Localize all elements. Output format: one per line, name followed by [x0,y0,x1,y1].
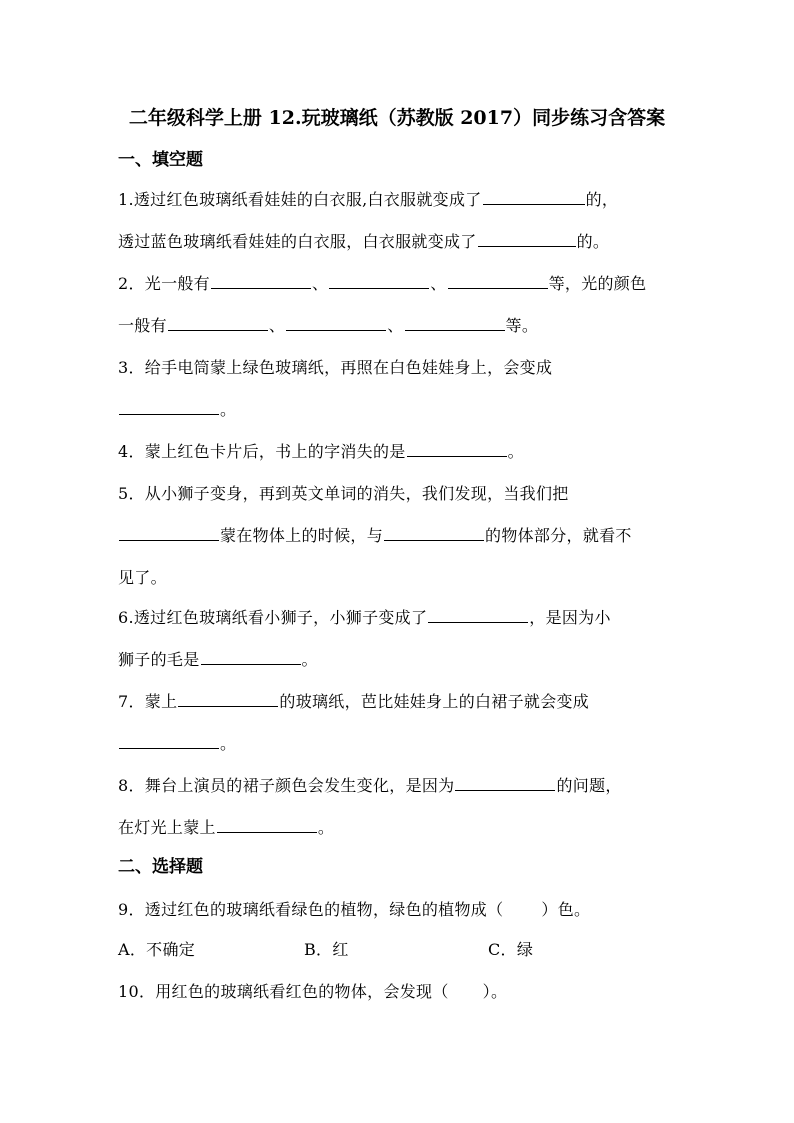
answer-blank[interactable] [201,649,301,665]
answer-blank[interactable] [407,441,507,457]
answer-blank[interactable] [119,525,219,541]
q2-text-c: 一般有 [118,316,167,335]
q5-text-c: 的物体部分，就看不 [485,526,632,545]
q6-text-a: 6.透过红色玻璃纸看小狮子，小狮子变成了 [118,608,428,627]
q10-text-b: ）。 [482,982,508,1001]
answer-blank[interactable] [329,273,429,289]
question-1-line-2 [118,230,688,254]
q2-text-b: 等，光的颜色 [548,274,647,293]
question-9 [118,898,688,922]
section-multiple-choice: 二、选择题 [118,857,203,877]
answer-blank[interactable] [384,525,484,541]
q1-text-a: 1.透过红色玻璃纸看娃娃的白衣服,白衣服就变成了 [118,190,482,209]
question-8-line-2 [118,816,688,840]
question-6-line-2 [118,648,688,672]
question-4-line-1 [118,440,688,464]
answer-blank[interactable] [405,315,505,331]
answer-blank[interactable] [448,273,548,289]
question-7-line-1 [118,690,688,714]
q9-text-a: 9．透过红色的玻璃纸看绿色的植物，绿色的植物成（ [118,900,504,919]
answer-blank[interactable] [455,775,555,791]
answer-blank[interactable] [119,733,219,749]
q1-text-b: 的， [585,190,619,209]
q4-text-b: 。 [507,442,524,461]
answer-blank[interactable] [478,231,576,247]
q10-text-a: 10．用红色的玻璃纸看红色的物体，会发现（ [118,982,449,1001]
answer-blank[interactable] [211,273,311,289]
question-1-line-1 [118,188,688,212]
q7-text-a: 7．蒙上 [118,692,178,711]
q6-text-c: 狮子的毛是 [118,650,200,669]
option-a[interactable]: A．不确定 [118,940,196,959]
question-8-line-1 [118,774,688,798]
separator: 、 [387,316,404,335]
q9-text-b: ）色。 [541,900,591,919]
q6-text-b: ，是因为小 [529,608,611,627]
q1-text-c: 透过蓝色玻璃纸看娃娃的白衣服，白衣服就变成了 [118,232,477,251]
q8-text-b: 的问题， [556,776,622,795]
answer-blank[interactable] [178,691,278,707]
q8-text-d: 。 [317,818,335,837]
question-2-line-1 [118,272,688,296]
answer-blank[interactable] [428,607,528,623]
answer-blank[interactable] [217,817,317,833]
q8-text-c: 在灯光上蒙上 [118,818,216,837]
question-3-line-1 [118,356,688,380]
q7-text-b: 的玻璃纸，芭比娃娃身上的白裙子就会变成 [279,692,590,711]
q5-text-b: 蒙在物体上的时候，与 [220,526,384,545]
q2-text-d: 等。 [505,316,539,335]
section-fill-in-blank: 一、填空题 [118,150,203,170]
question-5-line-2 [118,524,688,548]
answer-blank[interactable] [483,189,585,205]
q3-text-b: 。 [220,400,237,419]
q2-text-a: 2．光一般有 [118,274,210,293]
answer-blank[interactable] [286,315,386,331]
option-c[interactable]: C．绿 [488,940,534,959]
q3-text-a: 3．给手电筒蒙上绿色玻璃纸，再照在白色娃娃身上，会变成 [118,358,553,377]
q7-text-c: 。 [220,734,237,753]
question-3-line-2 [118,398,688,422]
option-b[interactable]: B．红 [304,940,349,959]
question-5-line-3 [118,566,688,590]
separator: 、 [430,274,447,293]
question-2-line-2 [118,314,688,338]
q5-text-d: 见了。 [118,568,167,587]
question-10 [118,980,688,1004]
q5-text-a: 5．从小狮子变身，再到英文单词的消失，我们发现，当我们把 [118,484,569,503]
question-7-line-2 [118,732,688,756]
q6-text-d: 。 [301,650,318,669]
q1-text-d: 的。 [576,232,610,251]
separator: 、 [268,316,286,335]
separator: 、 [311,274,329,293]
answer-blank[interactable] [168,315,268,331]
q8-text-a: 8．舞台上演员的裙子颜色会发生变化，是因为 [118,776,455,795]
answer-blank[interactable] [119,399,219,415]
q4-text-a: 4．蒙上红色卡片后，书上的字消失的是 [118,442,406,461]
question-6-line-1 [118,606,688,630]
document-title: 二年级科学上册 12.玩玻璃纸（苏教版 2017）同步练习含答案 [128,107,666,129]
question-5-line-1 [118,482,688,506]
